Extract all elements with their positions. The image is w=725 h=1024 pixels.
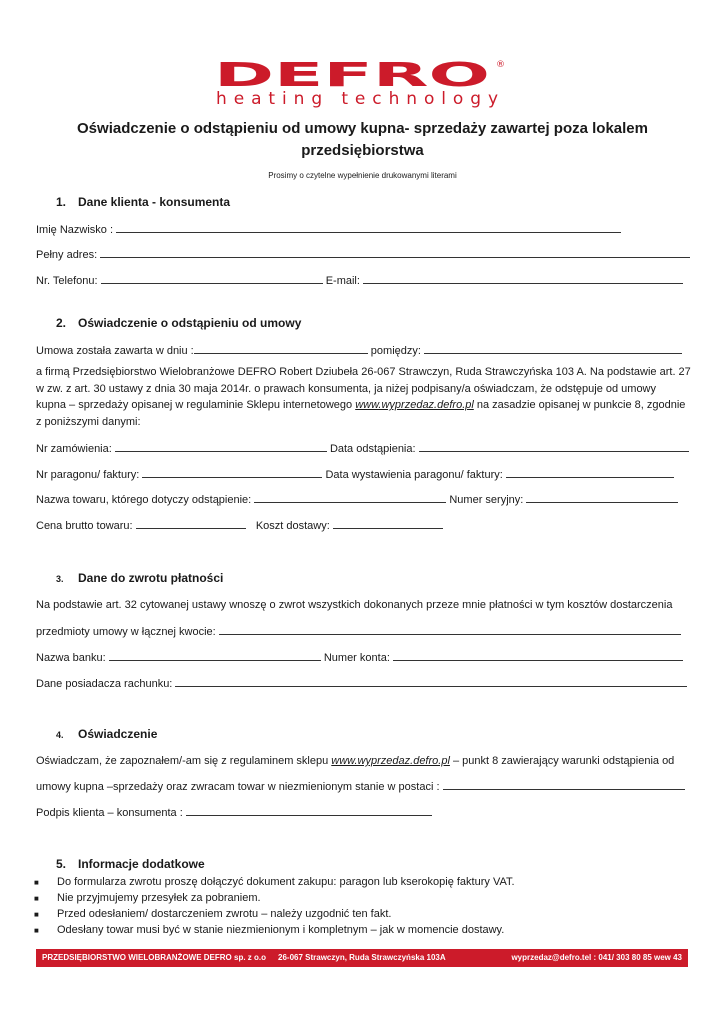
between-label: pomiędzy:	[370, 345, 421, 357]
list-item-text: Nie przyjmujemy przesyłek za pobraniem.	[57, 892, 261, 904]
serial-field[interactable]	[526, 492, 678, 503]
page-subtitle: Prosimy o czytelne wypełnienie drukowanymi literami	[268, 171, 457, 180]
withdrawal-line2: w zw. z art. 30 ustawy z dnia 30 maja 2014r. o prawach konsumenta, ja niżej podpisany/a oświadczam, że odstępuje od umowy	[36, 382, 657, 395]
withdrawal-line3-post: na zasadzie opisanej w punkcie 8, zgodnie	[473, 399, 686, 411]
logo-brand: DEFRO	[214, 56, 490, 94]
between-field[interactable]	[424, 343, 682, 354]
section4-number: 4.	[56, 730, 64, 740]
receipt-date-label: Data wystawienia paragonu/ faktury:	[325, 469, 503, 481]
statement-line1-post: – punkt 8 zawierający warunki odstąpienia od	[449, 755, 675, 767]
list-item	[34, 891, 515, 907]
address-row	[36, 247, 690, 262]
list-item	[34, 907, 515, 923]
withdraw-date-field[interactable]	[419, 441, 689, 452]
list-item-text: Odesłany towar musi być w stanie niezmienionym i kompletnym – jak w momencie dostawy.	[57, 924, 505, 936]
signature-label: Podpis klienta – konsumenta :	[36, 807, 183, 819]
amount-label: przedmioty umowy w łącznej kwocie:	[36, 626, 216, 638]
product-label: Nazwa towaru, którego dotyczy odstąpienie:	[36, 494, 252, 506]
email-label: E-mail:	[325, 275, 360, 287]
order-row	[36, 441, 689, 456]
bank-field[interactable]	[109, 650, 321, 661]
withdrawal-paragraph	[36, 364, 696, 430]
price-row	[36, 518, 443, 533]
account-field[interactable]	[393, 650, 683, 661]
withdrawal-line3-pre: kupna – sprzedaży opisanej w regulaminie Sklepu internetowego	[36, 399, 356, 411]
order-label: Nr zamówienia:	[36, 443, 112, 455]
address-field[interactable]	[100, 247, 690, 258]
shipping-label: Koszt dostawy:	[255, 520, 330, 532]
list-item-text: Przed odesłaniem/ dostarczeniem zwrotu – należy uzgodnić ten fakt.	[57, 908, 392, 920]
page-title: Oświadczenie o odstąpieniu od umowy kupna- sprzedaży zawartej poza lokalem przedsiębiorstwa	[77, 120, 648, 159]
section4-title: Oświadczenie	[78, 727, 158, 741]
name-row	[36, 222, 621, 237]
bank-label: Nazwa banku:	[36, 652, 106, 664]
amount-row	[36, 624, 681, 639]
logo-tagline: heating technology	[216, 89, 498, 108]
section1-heading	[56, 195, 230, 209]
registered-mark: ®	[496, 60, 505, 70]
name-field[interactable]	[116, 222, 621, 233]
price-label: Cena brutto towaru:	[36, 520, 133, 532]
signature-row	[36, 805, 432, 820]
product-row	[36, 492, 678, 507]
withdrawal-line3	[36, 397, 696, 414]
section5-title: Informacje dodatkowe	[78, 857, 205, 871]
list-item	[34, 875, 515, 891]
section2-title: Oświadczenie o odstąpieniu od umowy	[78, 316, 302, 330]
defro-logo	[212, 56, 512, 108]
section1-title: Dane klienta - konsumenta	[78, 195, 231, 209]
list-item	[34, 923, 515, 939]
withdrawal-line1: a firmą Przedsiębiorstwo Wielobranżowe DEFRO Robert Dziubeła 26-067 Strawczyn, Ruda Strawczyńska 103 A. Na podstawie art. 27	[36, 366, 691, 378]
statement-line1-pre: Oświadczam, że zapoznałem/-am się z regulaminem sklepu	[36, 755, 332, 767]
withdraw-date-label: Data odstąpienia:	[329, 443, 416, 455]
section5-heading	[56, 857, 205, 871]
withdrawal-line4: z poniższymi danymi:	[36, 415, 141, 428]
statement-line2	[36, 779, 685, 794]
signature-field[interactable]	[186, 805, 432, 816]
account-label: Numer konta:	[323, 652, 390, 664]
section2-number: 2.	[56, 316, 67, 330]
statement-line2-text: umowy kupna –sprzedaży oraz zwracam towar w niezmienionym stanie w postaci :	[36, 781, 440, 793]
footer-address: 26-067 Strawczyn, Ruda Strawczyńska 103A	[278, 953, 446, 962]
bank-row	[36, 650, 683, 665]
phone-field[interactable]	[101, 273, 323, 284]
shop-link[interactable]: www.wyprzedaz.defro.pl	[355, 399, 474, 411]
bullet-icon: ■	[34, 926, 39, 935]
name-label: Imię Nazwisko :	[36, 224, 114, 236]
bullet-icon: ■	[34, 910, 39, 919]
section2-heading	[56, 316, 301, 330]
contract-date-row	[36, 343, 682, 358]
amount-field[interactable]	[219, 624, 681, 635]
product-field[interactable]	[254, 492, 446, 503]
footer-company: PRZEDSIĘBIORSTWO WIELOBRANŻOWE DEFRO sp. z o.o	[42, 953, 266, 962]
statement-line1	[36, 754, 674, 768]
section1-number: 1.	[56, 195, 67, 209]
shipping-field[interactable]	[333, 518, 443, 529]
section4-heading	[56, 727, 157, 742]
receipt-label: Nr paragonu/ faktury:	[36, 469, 140, 481]
refund-line1: Na podstawie art. 32 cytowanej ustawy wnoszę o zwrot wszystkich dokonanych przeze mnie płatności w tym kosztów dostarczenia	[36, 599, 673, 611]
price-field[interactable]	[136, 518, 246, 529]
receipt-field[interactable]	[142, 467, 322, 478]
contract-date-field[interactable]	[194, 343, 368, 354]
list-item-text: Do formularza zwrotu proszę dołączyć dokument zakupu: paragon lub kserokopię faktury VAT.	[57, 876, 515, 888]
receipt-date-field[interactable]	[506, 467, 674, 478]
order-field[interactable]	[115, 441, 327, 452]
holder-row	[36, 676, 687, 691]
holder-field[interactable]	[175, 676, 687, 687]
phone-label: Nr. Telefonu:	[36, 275, 98, 287]
contract-date-label: Umowa została zawarta w dniu :	[36, 345, 194, 357]
receipt-row	[36, 467, 674, 482]
returned-goods-field[interactable]	[443, 779, 685, 790]
serial-label: Numer seryjny:	[449, 494, 524, 506]
bullet-icon: ■	[34, 878, 39, 887]
section3-number: 3.	[56, 574, 64, 584]
email-field[interactable]	[363, 273, 683, 284]
footer-bar	[36, 949, 688, 967]
holder-label: Dane posiadacza rachunku:	[36, 678, 173, 690]
bullet-icon: ■	[34, 894, 39, 903]
section5-number: 5.	[56, 857, 67, 871]
section3-heading	[56, 571, 223, 586]
footer-contact: wyprzedaz@defro.tel : 041/ 303 80 85 wew 43	[511, 953, 682, 962]
info-list	[34, 875, 515, 939]
address-label: Pełny adres:	[36, 249, 98, 261]
phone-email-row	[36, 273, 683, 288]
statement-shop-link[interactable]: www.wyprzedaz.defro.pl	[331, 755, 450, 767]
section3-title: Dane do zwrotu płatności	[78, 571, 224, 585]
